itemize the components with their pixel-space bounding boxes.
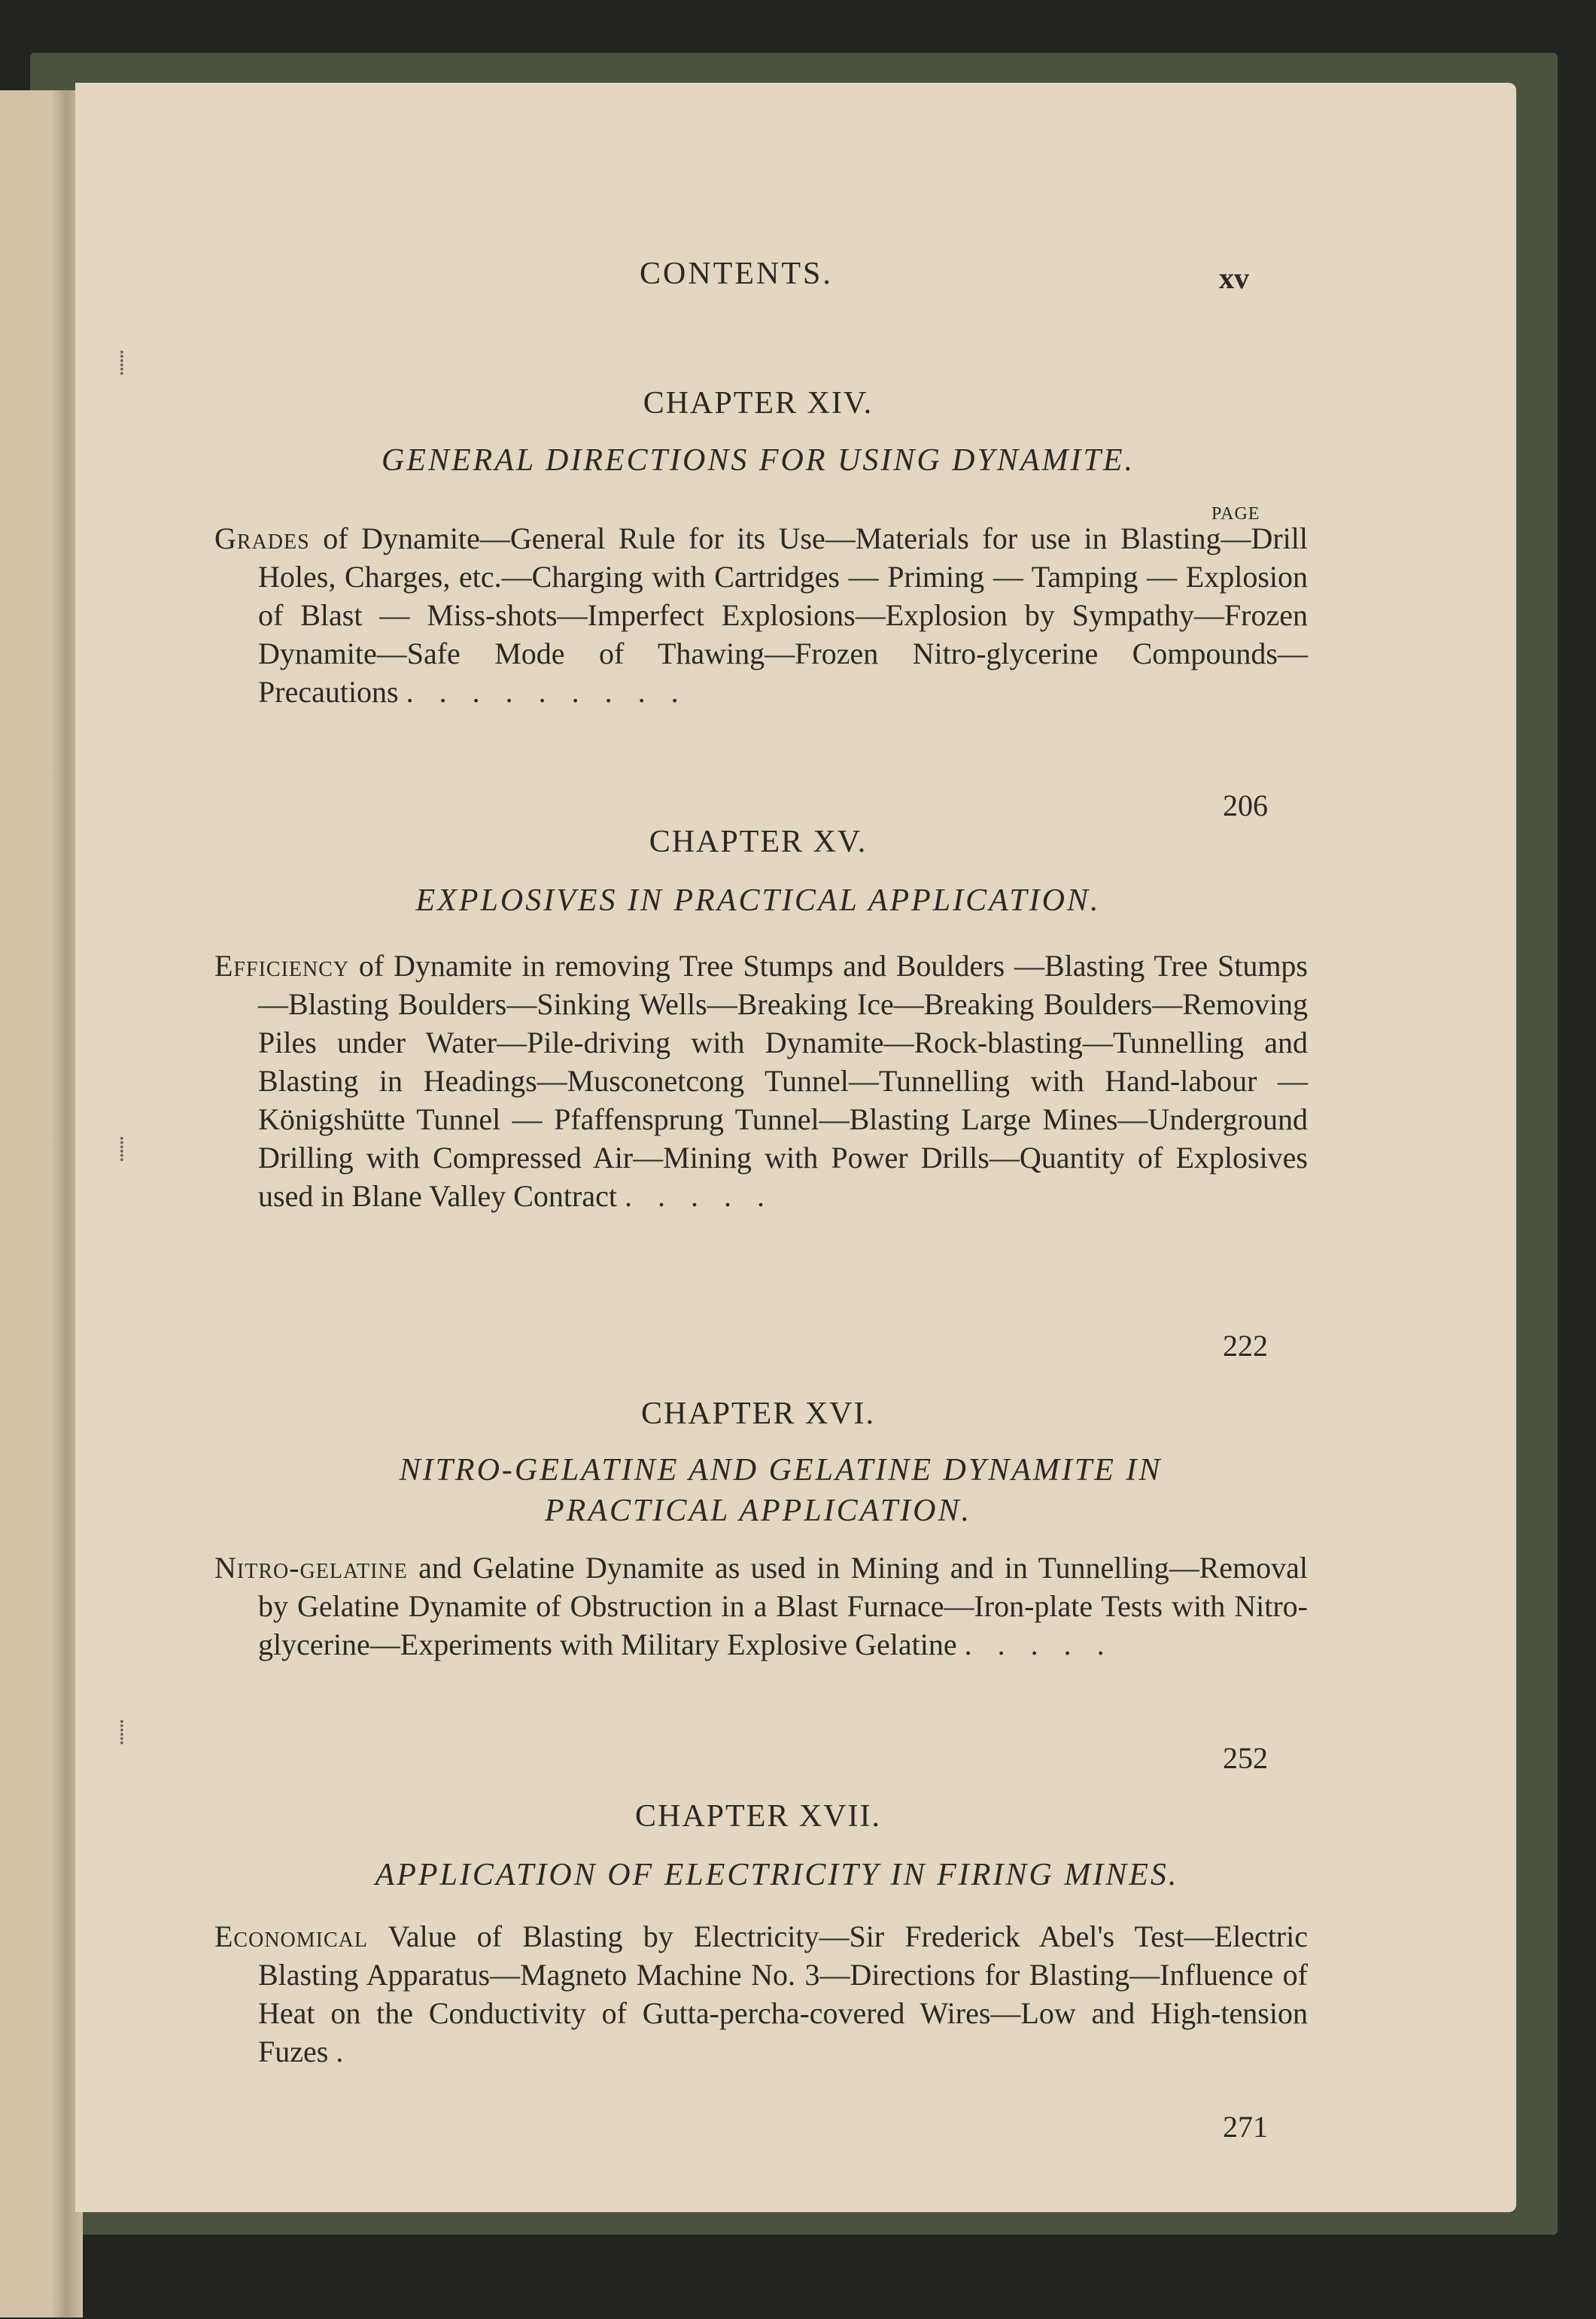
chapter-page-number: 271 xyxy=(1223,2110,1268,2144)
chapter-title: CHAPTER XVI. xyxy=(640,1397,875,1431)
dot-leader: ......... xyxy=(406,675,704,709)
chapter-subtitle: NITRO-GELATINE AND GELATINE DYNAMITE IN xyxy=(399,1453,1163,1488)
chapter-title: CHAPTER XV. xyxy=(649,825,868,859)
chapter-summary xyxy=(214,1917,1308,2071)
binding-stitch-mark: ⸽ xyxy=(119,1137,125,1162)
summary-lead-word: Economical xyxy=(214,1919,368,1953)
book-page xyxy=(75,83,1516,2212)
chapter-subtitle: PRACTICAL APPLICATION. xyxy=(545,1494,971,1528)
chapter-page-number: 222 xyxy=(1223,1329,1268,1363)
chapter-page-number: 206 xyxy=(1223,789,1268,822)
dot-leader: ..... xyxy=(964,1628,1130,1661)
chapter-subtitle: EXPLOSIVES IN PRACTICAL APPLICATION. xyxy=(415,883,1101,918)
chapter-subtitle: APPLICATION OF ELECTRICITY IN FIRING MINES. xyxy=(375,1858,1179,1892)
summary-text: of Dynamite—General Rule for its Use—Materials for use in Blasting—Drill Holes, Charges, etc.—Charging with Cartridges — Priming — Tamping — Explosion of Blast — Miss-shots—Imperfect Explosions—Explosion by Sympathy—Frozen Dynamite—Safe Mode of Thawing—Frozen Nitro-glycerine Compounds—Precautions xyxy=(258,521,1308,709)
summary-text: and Gelatine Dynamite as used in Mining and in Tunnelling—Removal by Gelatine Dynamite of Obstruction in a Blast Furnace—Iron-plate Tests with Nitro-glycerine—Experiments with Military Explosive Gelatine xyxy=(258,1551,1308,1661)
page-column-label: PAGE xyxy=(1211,504,1260,524)
summary-lead-word: Grades xyxy=(214,521,310,555)
summary-lead-word: Nitro-gelatine xyxy=(214,1551,408,1585)
running-head-title: CONTENTS. xyxy=(640,257,833,291)
chapter-summary xyxy=(214,947,1308,1215)
running-head xyxy=(75,256,1516,301)
chapter-summary xyxy=(214,519,1308,711)
summary-text: of Dynamite in removing Tree Stumps and Boulders —Blasting Tree Stumps—Blasting Boulders—Sinking Wells—Breaking Ice—Breaking Boulders—Removing Piles under Water—Pile-driving with Dynamite—Rock-blasting—Tunnelling and Blasting in Headings—Musconetcong Tunnel—Tunnelling with Hand-labour — Königshütte Tunnel — Pfaffensprung Tunnel—Blasting Large Mines—Underground Drilling with Compressed Air—Mining with Power Drills—Quantity of Explosives used in Blane Valley Contract xyxy=(258,949,1309,1213)
binding-stitch-mark: ⸽ xyxy=(119,351,125,375)
chapter-summary xyxy=(214,1549,1308,1664)
summary-lead-word: Efficiency xyxy=(214,949,350,983)
dot-leader: . xyxy=(336,2035,369,2068)
chapter-title: CHAPTER XVII. xyxy=(635,1799,881,1834)
page-number: xv xyxy=(1219,261,1249,295)
summary-text: Value of Blasting by Electricity—Sir Frederick Abel's Test—Electric Blasting Apparatus—Magneto Machine No. 3—Directions for Blasting—Influence of Heat on the Conductivity of Gutta-percha-covered Wires—Low and High-tension Fuzes xyxy=(258,1919,1308,2068)
binding-stitch-mark: ⸽ xyxy=(119,1720,125,1745)
chapter-title: CHAPTER XIV. xyxy=(643,386,874,421)
dot-leader: ..... xyxy=(624,1179,790,1213)
chapter-subtitle: GENERAL DIRECTIONS FOR USING DYNAMITE. xyxy=(381,443,1135,478)
chapter-page-number: 252 xyxy=(1223,1741,1268,1775)
